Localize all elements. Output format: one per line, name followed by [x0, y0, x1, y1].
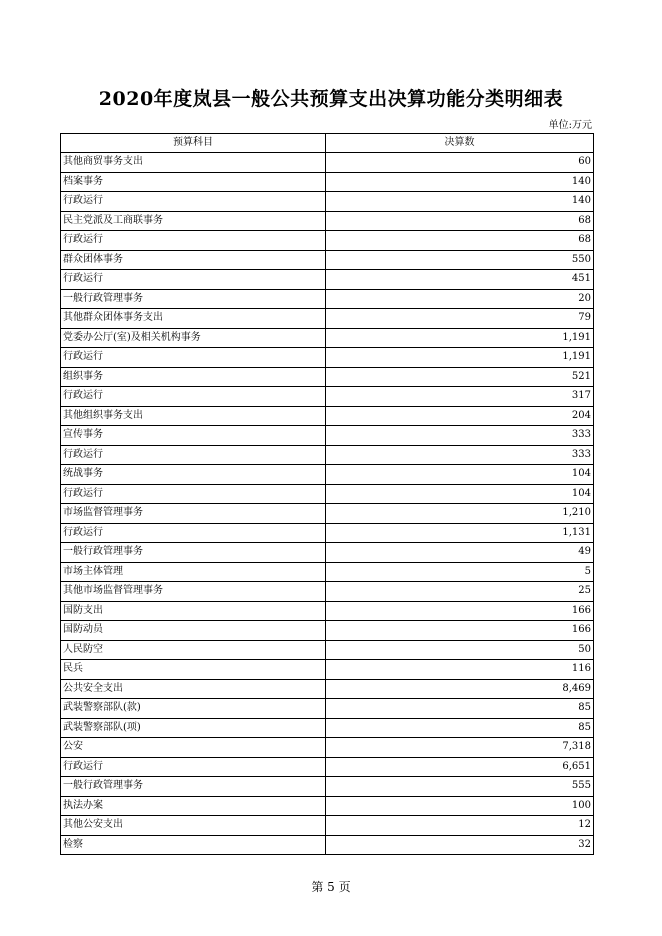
table-row [61, 835, 594, 855]
unit-label: 单位:万元 [548, 120, 592, 131]
row-amount: 140 [326, 192, 594, 212]
row-subject: 行政运行 [61, 445, 326, 465]
row-subject: 民主党派及工商联事务 [61, 211, 326, 231]
table-row [61, 231, 594, 251]
row-subject: 统战事务 [61, 465, 326, 485]
row-subject: 一般行政管理事务 [61, 289, 326, 309]
row-subject: 行政运行 [61, 231, 326, 251]
row-amount: 104 [326, 484, 594, 504]
row-amount: 333 [326, 445, 594, 465]
page-title: 2020年度岚县一般公共预算支出决算功能分类明细表 [98, 88, 564, 110]
row-amount: 1,191 [326, 328, 594, 348]
table-row [61, 816, 594, 836]
row-subject: 行政运行 [61, 192, 326, 212]
table-row [61, 718, 594, 738]
row-amount: 1,191 [326, 348, 594, 368]
table-row [61, 660, 594, 680]
row-amount: 550 [326, 250, 594, 270]
row-amount: 7,318 [326, 738, 594, 758]
row-subject: 行政运行 [61, 484, 326, 504]
row-subject: 其他组织事务支出 [61, 406, 326, 426]
row-amount: 79 [326, 309, 594, 329]
table-row [61, 387, 594, 407]
row-subject: 一般行政管理事务 [61, 777, 326, 797]
row-subject: 市场主体管理 [61, 562, 326, 582]
table-row [61, 523, 594, 543]
table-row [61, 328, 594, 348]
row-amount: 204 [326, 406, 594, 426]
row-amount: 49 [326, 543, 594, 563]
row-amount: 68 [326, 231, 594, 251]
table-row [61, 562, 594, 582]
table-header-row [61, 134, 594, 153]
row-amount: 333 [326, 426, 594, 446]
table-row [61, 172, 594, 192]
row-subject: 检察 [61, 835, 326, 855]
row-amount: 85 [326, 699, 594, 719]
budget-table [60, 133, 594, 855]
table-row [61, 699, 594, 719]
row-amount: 8,469 [326, 679, 594, 699]
row-subject: 宣传事务 [61, 426, 326, 446]
column-header-amount: 决算数 [326, 134, 594, 153]
table-row [61, 406, 594, 426]
table-row [61, 367, 594, 387]
table-row [61, 211, 594, 231]
row-amount: 85 [326, 718, 594, 738]
row-amount: 451 [326, 270, 594, 290]
row-amount: 1,210 [326, 504, 594, 524]
table-row [61, 153, 594, 173]
row-amount: 317 [326, 387, 594, 407]
row-subject: 市场监督管理事务 [61, 504, 326, 524]
row-subject: 行政运行 [61, 757, 326, 777]
page-number: 第 5 页 [311, 880, 351, 894]
row-amount: 521 [326, 367, 594, 387]
row-subject: 行政运行 [61, 348, 326, 368]
table-row [61, 192, 594, 212]
row-amount: 100 [326, 796, 594, 816]
table-row [61, 289, 594, 309]
row-subject: 其他商贸事务支出 [61, 153, 326, 173]
table-row [61, 270, 594, 290]
row-amount: 20 [326, 289, 594, 309]
row-amount: 12 [326, 816, 594, 836]
row-subject: 武装警察部队(项) [61, 718, 326, 738]
table-row [61, 309, 594, 329]
row-amount: 25 [326, 582, 594, 602]
row-amount: 555 [326, 777, 594, 797]
row-subject: 其他群众团体事务支出 [61, 309, 326, 329]
table-row [61, 543, 594, 563]
row-subject: 其他公安支出 [61, 816, 326, 836]
row-amount: 104 [326, 465, 594, 485]
row-subject: 国防动员 [61, 621, 326, 641]
table-row [61, 601, 594, 621]
table-row [61, 777, 594, 797]
row-subject: 行政运行 [61, 523, 326, 543]
row-amount: 140 [326, 172, 594, 192]
row-amount: 116 [326, 660, 594, 680]
row-amount: 1,131 [326, 523, 594, 543]
row-amount: 68 [326, 211, 594, 231]
table-row [61, 640, 594, 660]
row-subject: 其他市场监督管理事务 [61, 582, 326, 602]
row-subject: 武装警察部队(款) [61, 699, 326, 719]
table-row [61, 757, 594, 777]
row-subject: 群众团体事务 [61, 250, 326, 270]
row-subject: 党委办公厅(室)及相关机构事务 [61, 328, 326, 348]
table-row [61, 426, 594, 446]
table-row [61, 465, 594, 485]
row-amount: 32 [326, 835, 594, 855]
row-subject: 人民防空 [61, 640, 326, 660]
row-amount: 50 [326, 640, 594, 660]
row-subject: 公安 [61, 738, 326, 758]
table-row [61, 796, 594, 816]
row-subject: 执法办案 [61, 796, 326, 816]
table-row [61, 250, 594, 270]
table-row [61, 348, 594, 368]
row-subject: 公共安全支出 [61, 679, 326, 699]
row-subject: 民兵 [61, 660, 326, 680]
table-row [61, 504, 594, 524]
row-subject: 组织事务 [61, 367, 326, 387]
table-row [61, 738, 594, 758]
row-amount: 166 [326, 601, 594, 621]
table-row [61, 445, 594, 465]
row-amount: 5 [326, 562, 594, 582]
row-amount: 166 [326, 621, 594, 641]
row-subject: 国防支出 [61, 601, 326, 621]
table-row [61, 484, 594, 504]
table-row [61, 582, 594, 602]
table-row [61, 621, 594, 641]
column-header-subject: 预算科目 [61, 134, 326, 153]
row-amount: 60 [326, 153, 594, 173]
row-subject: 档案事务 [61, 172, 326, 192]
row-subject: 行政运行 [61, 387, 326, 407]
row-subject: 一般行政管理事务 [61, 543, 326, 563]
row-amount: 6,651 [326, 757, 594, 777]
row-subject: 行政运行 [61, 270, 326, 290]
table-row [61, 679, 594, 699]
